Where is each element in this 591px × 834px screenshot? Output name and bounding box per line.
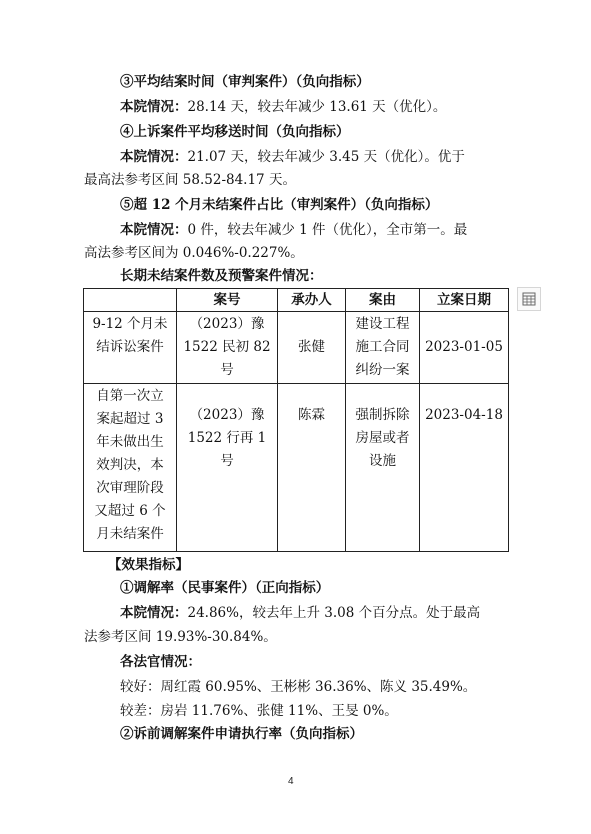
cell-line: 1522 行再 1 号 [187,430,267,469]
cell-line: 强制拆除 [355,407,410,423]
status-text: 0 件，较去年减少 1 件（优化），全市第一。最 [187,222,468,238]
section-3-heading: ③平均结案时间（审判案件）（负向指标） [120,74,370,90]
cell-line: 结诉讼案件 [96,339,164,355]
cell-line: 张健 [298,339,325,355]
table-header-row [84,289,509,312]
cell-line: （2023）豫 [189,316,265,332]
section-5-status-cont: 高法参考区间为 0.046%-0.227%。 [84,245,304,261]
header-cell: 立案日期 [420,289,509,312]
pending-cases-table [83,288,509,552]
table-row [84,312,509,384]
cell-line: 年未做出生 [96,434,164,450]
section-4-status [120,147,465,167]
effect-1-status [120,603,480,623]
status-label: 本院情况： [120,149,188,165]
cell-line: 陈霖 [298,407,325,423]
section-4-status-cont: 最高法参考区间 58.52-84.17 天。 [84,172,296,188]
cell-line: 纠纷一案 [355,362,410,378]
section-3-status [120,97,446,117]
judges-bad: 较差：房岩 11.76%、张健 11%、王旻 0%。 [120,703,398,719]
cell-line: 施工合同 [355,339,410,355]
status-label: 本院情况： [120,605,188,621]
judge-cell [278,384,346,552]
cell-line: 房屋或者 [355,430,410,446]
judges-good: 较好：周红霞 60.95%、王彬彬 36.36%、陈义 35.49%。 [120,679,477,695]
cell-line: 1522 民初 82 [183,339,271,355]
case-type-cell [84,312,177,384]
table-grid-icon[interactable] [517,287,541,311]
status-text: 21.07 天，较去年减少 3.45 天（优化）。优于 [187,149,465,165]
table-row [84,384,509,552]
section-4-heading: ④上诉案件平均移送时间（负向指标） [120,124,350,140]
table-grid-icon-glyph [522,292,536,306]
status-text: 28.14 天，较去年减少 13.61 天（优化）。 [187,99,447,115]
cell-line: 9-12 个月未 [92,316,168,332]
header-cell: 案号 [177,289,278,312]
case-type-cell [84,384,177,552]
cause-cell [346,384,420,552]
cell-line: 2023-01-05 [425,339,503,355]
date-cell [420,384,509,552]
effect-heading: 【效果指标】 [108,557,189,573]
cell-line: 号 [220,362,234,378]
cell-line: 次审理阶段 [96,480,164,496]
header-cell [84,289,177,312]
cell-line: 设施 [369,453,396,469]
cell-line: 案起超过 3 [96,411,164,427]
status-label: 本院情况： [120,99,188,115]
page-number: 4 [288,776,294,787]
judges-heading: 各法官情况： [120,654,201,670]
case-number-cell [177,384,278,552]
cell-line: （2023）豫 [189,407,265,423]
effect-1-status-cont: 法参考区间 19.93%-30.84%。 [84,629,277,645]
cell-line: 效判决，本 [96,457,164,473]
section-5-status [120,220,467,240]
header-cell: 承办人 [278,289,346,312]
header-cell: 案由 [346,289,420,312]
long-term-heading: 长期未结案件数及预警案件情况： [120,268,323,284]
cell-line: 建设工程 [355,316,410,332]
cell-line: 2023-04-18 [425,407,503,423]
case-number-cell [177,312,278,384]
status-label: 本院情况： [120,222,188,238]
cell-line: 月未结案件 [96,526,164,542]
date-cell [420,312,509,384]
cell-line: 自第一次立 [96,388,164,404]
cell-line: 又超过 6 个 [94,503,166,519]
effect-2-heading: ②诉前调解案件申请执行率（负向指标） [120,726,363,742]
cause-cell [346,312,420,384]
section-5-heading: ⑤超 12 个月未结案件占比（审判案件）（负向指标） [120,197,439,213]
status-text: 24.86%，较去年上升 3.08 个百分点。处于最高 [187,605,481,621]
judge-cell [278,312,346,384]
effect-1-heading: ①调解率（民事案件）（正向指标） [120,580,330,596]
